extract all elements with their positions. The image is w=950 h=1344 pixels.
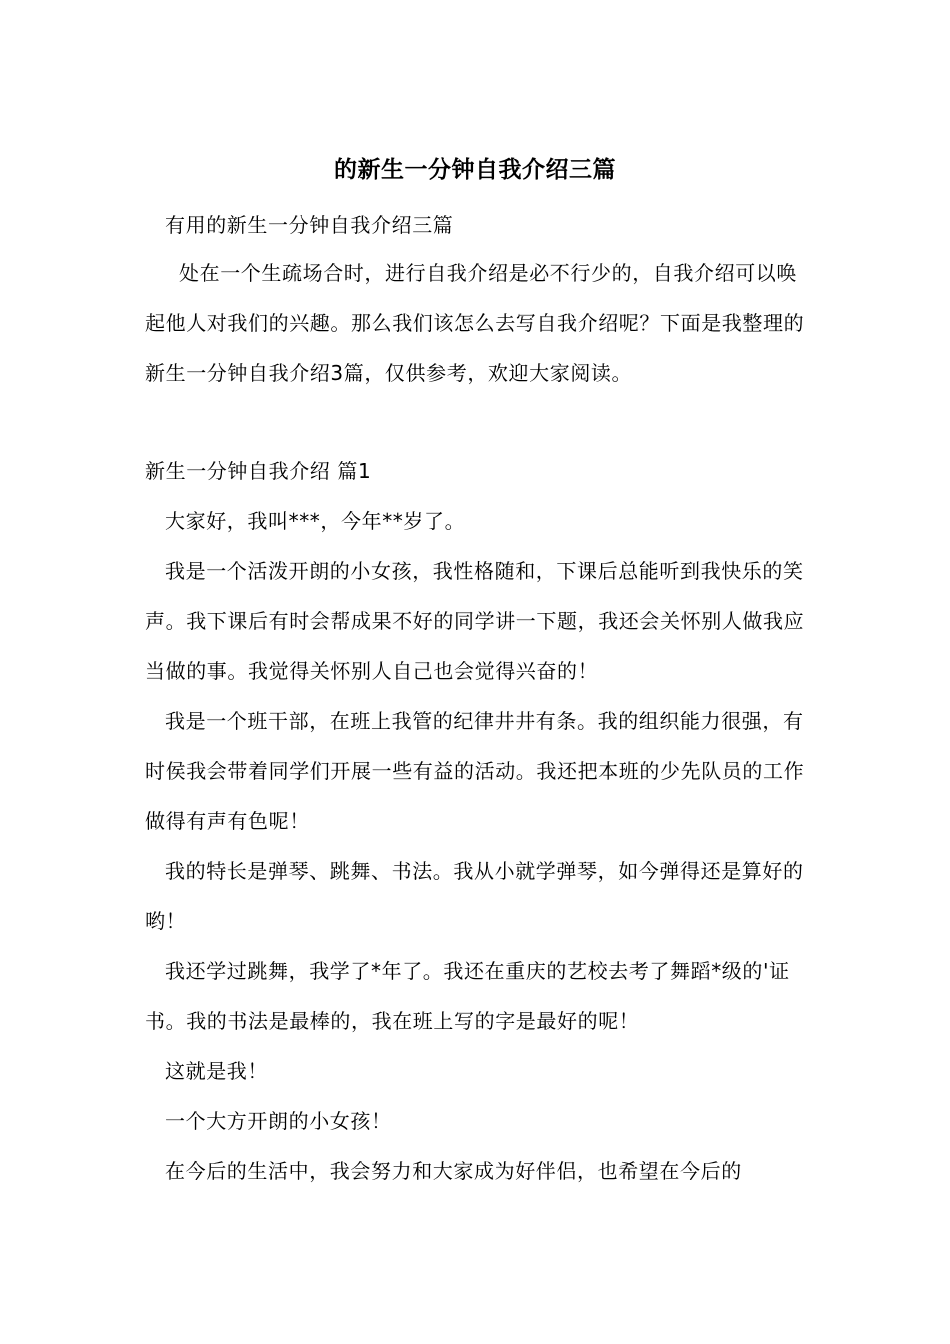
paragraph-future: 在今后的生活中，我会努力和大家成为好伴侣，也希望在今后的 bbox=[165, 1159, 742, 1183]
document-subtitle: 有用的新生一分钟自我介绍三篇 bbox=[165, 213, 454, 237]
paragraph-personality: 我是一个活泼开朗的小女孩，我性格随和，下课后总能听到我快乐的笑声。我下课后有时会帮成果不好的同学讲一下题，我还会关怀别人做我应当做的事。我觉得关怀别人自己也会觉得兴奋的！ bbox=[145, 559, 805, 683]
document-title: 的新生一分钟自我介绍三篇 bbox=[334, 157, 616, 183]
section-heading: 新生一分钟自我介绍 篇1 bbox=[145, 459, 372, 483]
paragraph-talents: 我的特长是弹琴、跳舞、书法。我从小就学弹琴，如今弹得还是算好的哟！ bbox=[145, 859, 804, 933]
paragraph-this-is-me: 这就是我！ bbox=[165, 1059, 268, 1083]
paragraph-dance: 我还学过跳舞，我学了*年了。我还在重庆的艺校去考了舞蹈*级的'证书。我的书法是最棒的，我在班上写的字是最好的呢！ bbox=[145, 959, 790, 1033]
paragraph-cheerful-girl: 一个大方开朗的小女孩！ bbox=[165, 1109, 392, 1133]
paragraph-greeting: 大家好，我叫***，今年**岁了。 bbox=[165, 509, 466, 533]
intro-paragraph: 处在一个生疏场合时，进行自我介绍是必不行少的，自我介绍可以唤起他人对我们的兴趣。那么我们该怎么去写自我介绍呢？下面是我整理的新生一分钟自我介绍3篇，仅供参考，欢迎大家阅读。 bbox=[145, 261, 805, 385]
paragraph-class-leader: 我是一个班干部，在班上我管的纪律井井有条。我的组织能力很强，有时侯我会带着同学们开展一些有益的活动。我还把本班的少先队员的工作做得有声有色呢！ bbox=[145, 709, 805, 833]
